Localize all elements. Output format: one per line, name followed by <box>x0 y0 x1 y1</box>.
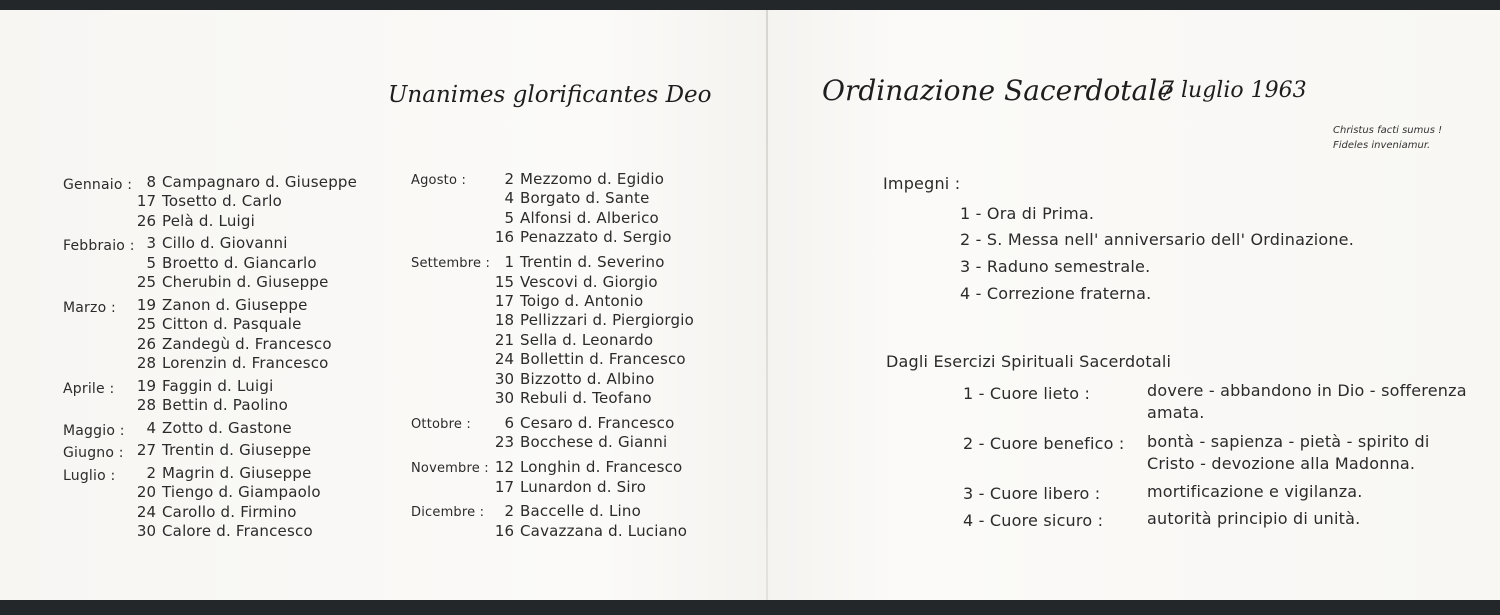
cuore-text: dovere - abbandono in Dio - sofferenza <box>1147 381 1467 400</box>
entry-name: Rebuli d. Teofano <box>520 388 652 407</box>
left-title: Unanimes glorificantes Deo <box>388 82 712 108</box>
entry-name: Pelà d. Luigi <box>162 211 255 230</box>
entry-day: 20 <box>136 483 156 502</box>
entry-day: 23 <box>494 433 514 452</box>
entry-name: Tosetto d. Carlo <box>162 192 282 211</box>
entry-day: 18 <box>494 311 514 330</box>
entry-day: 24 <box>494 350 514 369</box>
month-label: Luglio : <box>63 467 116 484</box>
month-label: Agosto : <box>411 173 467 188</box>
entry-name: Longhin d. Francesco <box>520 458 683 477</box>
entry-day: 8 <box>146 173 156 191</box>
entry-day: 17 <box>494 291 514 310</box>
entry-name: Calore d. Francesco <box>162 522 313 540</box>
cuore-text: mortificazione e vigilanza. <box>1147 482 1363 501</box>
entry-name: Magrin d. Giuseppe <box>162 463 312 482</box>
entry-day: 27 <box>136 441 156 460</box>
month-label: Ottobre : <box>411 416 472 432</box>
month-label: Gennaio : <box>63 177 133 193</box>
entry-day: 17 <box>136 192 156 211</box>
card-fold <box>766 10 768 600</box>
entry-name: Tiengo d. Giampaolo <box>162 483 321 502</box>
entry-name: Lunardon d. Siro <box>520 477 647 496</box>
entry-day: 17 <box>494 477 514 496</box>
entry-name: Cavazzana d. Luciano <box>520 521 688 540</box>
cuore-text: Cristo - devozione alla Madonna. <box>1147 454 1416 473</box>
impegno-item: 1 - Ora di Prima. <box>960 204 1095 223</box>
entry-name: Faggin d. Luigi <box>162 376 274 395</box>
entry-name: Vescovi d. Giorgio <box>520 272 658 291</box>
entry-name: Mezzomo d. Egidio <box>520 170 665 188</box>
entry-day: 6 <box>504 413 514 432</box>
entry-day: 4 <box>504 189 514 208</box>
motto-line-2: Fideles inveniamur. <box>1333 140 1431 151</box>
entry-day: 2 <box>504 502 514 521</box>
entry-name: Bollettin d. Francesco <box>520 350 686 369</box>
entry-day: 24 <box>136 502 156 521</box>
entry-name: Citton d. Pasquale <box>162 315 302 334</box>
impegno-item: 3 - Raduno semestrale. <box>960 257 1151 276</box>
entry-day: 5 <box>146 253 156 272</box>
entry-name: Borgato d. Sante <box>520 189 650 208</box>
entry-name: Trentin d. Severino <box>520 253 665 272</box>
month-label: Febbraio : <box>63 238 135 255</box>
cuore-label: 2 - Cuore benefico : <box>963 434 1125 453</box>
entry-name: Sella d. Leonardo <box>520 330 654 349</box>
entry-name: Bizzotto d. Albino <box>520 369 655 388</box>
entry-name: Pellizzari d. Piergiorgio <box>520 311 694 330</box>
entry-name: Broetto d. Giancarlo <box>162 253 317 272</box>
entry-day: 15 <box>494 272 514 291</box>
entry-day: 4 <box>146 418 156 437</box>
entry-name: Cillo d. Giovanni <box>162 234 288 253</box>
entry-name: Zotto d. Gastone <box>162 418 292 437</box>
ordination-date: 7 luglio 1963 <box>1160 78 1307 103</box>
impegno-item: 2 - S. Messa nell' anniversario dell' Ordinazione. <box>960 230 1354 249</box>
entry-day: 12 <box>494 458 514 477</box>
entry-name: Bocchese d. Gianni <box>520 433 668 452</box>
entry-day: 16 <box>494 521 514 540</box>
entry-day: 30 <box>136 522 156 540</box>
entry-name: Baccelle d. Lino <box>520 502 642 521</box>
month-label: Settembre : <box>411 256 491 272</box>
month-label: Marzo : <box>63 299 116 316</box>
entry-day: 2 <box>504 170 514 188</box>
impegno-item: 4 - Correzione fraterna. <box>960 284 1152 303</box>
month-label: Novembre : <box>411 461 489 477</box>
cuore-label: 3 - Cuore libero : <box>963 484 1101 503</box>
entry-name: Alfonsi d. Alberico <box>520 208 659 227</box>
right-title: Ordinazione Sacerdotale <box>822 74 1174 107</box>
entry-day: 19 <box>136 376 156 395</box>
cuore-text: amata. <box>1147 403 1205 422</box>
entry-day: 19 <box>136 295 156 314</box>
entry-day: 30 <box>494 369 514 388</box>
entry-name: Toigo d. Antonio <box>520 291 644 310</box>
entry-name: Campagnaro d. Giuseppe <box>162 173 358 191</box>
entry-name: Lorenzin d. Francesco <box>162 354 329 372</box>
entry-day: 26 <box>136 334 156 353</box>
entry-day: 16 <box>494 228 514 247</box>
month-label: Dicembre : <box>411 505 485 521</box>
motto-line-1: Christus facti sumus ! <box>1333 125 1443 136</box>
entry-name: Cherubin d. Giuseppe <box>162 273 329 292</box>
entry-name: Zanon d. Giuseppe <box>162 295 308 314</box>
impegni-heading: Impegni : <box>883 174 961 193</box>
entry-name: Cesaro d. Francesco <box>520 413 675 432</box>
month-label: Maggio : <box>63 422 125 439</box>
month-label: Giugno : <box>63 445 124 462</box>
esercizi-heading: Dagli Esercizi Spirituali Sacerdotali <box>886 352 1172 371</box>
entry-name: Carollo d. Firmino <box>162 502 297 521</box>
entry-day: 2 <box>146 463 156 482</box>
entry-name: Bettin d. Paolino <box>162 396 288 414</box>
entry-day: 26 <box>136 211 156 230</box>
cuore-text: autorità principio di unità. <box>1147 509 1361 528</box>
entry-day: 25 <box>136 273 156 292</box>
cuore-label: 4 - Cuore sicuro : <box>963 511 1104 530</box>
month-label: Aprile : <box>63 380 115 397</box>
entry-name: Zandegù d. Francesco <box>162 334 332 353</box>
entry-name: Penazzato d. Sergio <box>520 228 672 247</box>
entry-day: 28 <box>136 396 156 414</box>
entry-day: 5 <box>504 208 514 227</box>
cuore-label: 1 - Cuore lieto : <box>963 384 1091 403</box>
entry-day: 28 <box>136 354 156 372</box>
cuore-text: bontà - sapienza - pietà - spirito di <box>1147 432 1430 451</box>
entry-name: Trentin d. Giuseppe <box>162 441 312 460</box>
entry-day: 25 <box>136 315 156 334</box>
entry-day: 30 <box>494 388 514 407</box>
entry-day: 1 <box>504 253 514 272</box>
entry-day: 3 <box>146 234 156 253</box>
entry-day: 21 <box>494 330 514 349</box>
